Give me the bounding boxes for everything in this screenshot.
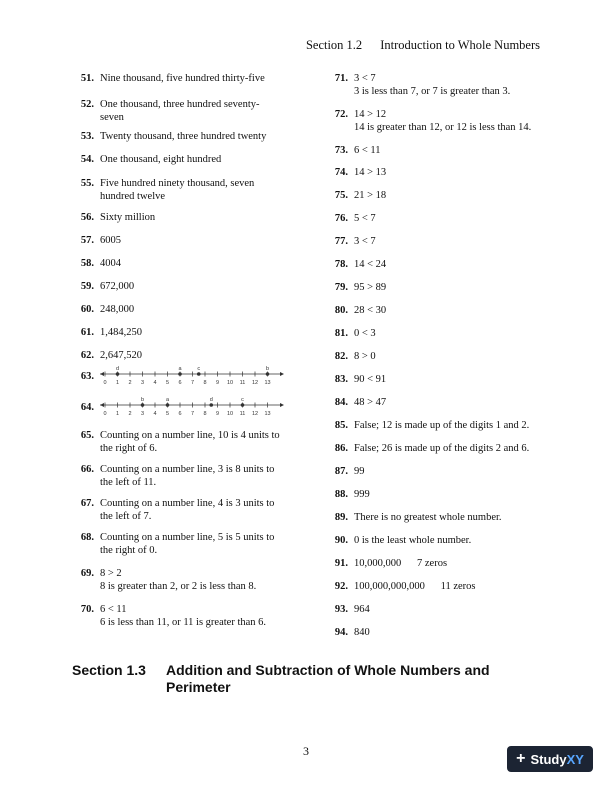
arrow-right-icon [280,372,284,376]
item-answer [100,326,142,339]
tick-label: 7 [190,380,195,386]
left-answer-item [76,98,260,124]
answer-line: 6 < 11 [354,145,381,156]
answer-line: 14 > 12 [354,109,387,120]
item-number: 59. [80,281,94,292]
right-answer-item [330,235,376,248]
item-answer [354,580,476,593]
answer-line: hundred twelve [100,191,166,202]
item-number: 90. [334,535,348,546]
item-answer [354,534,471,547]
answer-line: 2,647,520 [100,350,142,361]
item-answer [100,257,121,270]
left-answer-item [76,463,274,489]
answer-line: 99 [354,466,365,477]
left-answer-item [76,567,256,593]
point-b [266,372,270,376]
item-number: 64. [80,402,94,413]
item-answer [100,349,142,362]
answer-line: Sixty million [100,212,156,223]
item-answer [100,603,266,629]
answer-line: Counting on a number line, 5 is 5 units to [100,532,275,543]
point-d [116,372,120,376]
tick-label: 1 [115,411,120,417]
point-label: c [197,366,201,372]
point-a [178,372,182,376]
answer-line: 95 > 89 [354,282,387,293]
answer-line: 4004 [100,258,121,269]
answer-line: 21 > 18 [354,190,387,201]
right-answer-item [330,212,376,225]
item-number: 77. [334,236,348,247]
answer-line: 90 < 91 [354,374,387,385]
left-answer-item [76,72,265,85]
item-number: 76. [334,213,348,224]
right-answer-item [330,603,370,616]
arrow-left-icon [100,372,104,376]
answer-line: 10,000,000 7 zeros [354,558,448,569]
tick-label: 6 [178,380,182,386]
right-answer-item [330,465,365,478]
answer-line: 6 < 11 [100,604,127,615]
item-number: 81. [334,328,348,339]
left-answer-item [76,429,280,455]
right-answer-item [330,488,370,501]
answer-line: 14 < 24 [354,259,387,270]
answer-line: 8 is greater than 2, or 2 is less than 8. [100,581,257,592]
item-number: 73. [334,145,348,156]
answer-line: 6005 [100,235,121,246]
item-answer [100,303,134,316]
item-number: 92. [334,581,348,592]
item-number: 56. [80,212,94,223]
item-number: 61. [80,327,94,338]
item-answer [354,465,365,478]
tick-label: 13 [264,411,271,417]
tick-label: 0 [103,411,107,417]
left-answer-item [76,326,142,339]
brand-name: StudyXY [530,751,584,767]
item-number: 85. [334,420,348,431]
point-a [166,403,170,407]
item-number: 70. [80,604,94,615]
answer-line: 0 < 3 [354,328,376,339]
right-answer-item [330,534,471,547]
item-answer [354,212,376,225]
tick-label: 9 [215,380,220,386]
answer-line: seven [100,112,124,123]
item-answer [100,72,265,85]
item-number: 51. [80,73,94,84]
right-answer-item [330,144,381,157]
right-answer-item [330,442,529,455]
tick-label: 3 [140,380,145,386]
item-answer [100,567,256,593]
item-number: 93. [334,604,348,615]
header-title: Introduction to Whole Numbers [380,38,540,52]
item-number: 83. [334,374,348,385]
right-answer-item [330,189,386,202]
item-number: 66. [80,464,94,475]
tick-label: 10 [226,380,234,386]
answer-line: 14 is greater than 12, or 12 is less than 14. [354,122,532,133]
item-answer [354,304,386,317]
item-answer [100,497,274,523]
left-answer-item [76,211,155,224]
answer-line: 48 > 47 [354,397,387,408]
tick-label: 5 [165,411,170,417]
item-number: 87. [334,466,348,477]
item-answer [354,258,386,271]
answer-line: One thousand, three hundred seventy- [100,99,260,110]
answer-line: 8 > 0 [354,351,376,362]
item-number: 54. [80,154,94,165]
item-number: 58. [80,258,94,269]
left-answer-item [76,397,285,418]
tick-label: 11 [239,411,246,417]
studyxy-badge[interactable] [507,746,593,772]
item-number: 72. [334,109,348,120]
item-answer [354,396,386,409]
item-answer [100,211,155,224]
item-answer [354,350,376,363]
right-answer-item [330,350,376,363]
answer-line: 840 [354,627,370,638]
right-answer-item [330,419,529,432]
answer-line: 14 > 13 [354,167,387,178]
item-answer [354,189,386,202]
item-answer [354,557,447,570]
item-number: 80. [334,305,348,316]
tick-label: 3 [140,411,145,417]
item-number: 62. [80,350,94,361]
answer-line: Twenty thousand, three hundred twenty [100,131,267,142]
left-answer-item [76,153,221,166]
item-number: 68. [80,532,94,543]
right-answer-item [330,108,531,134]
item-number: 53. [80,131,94,142]
tick-label: 12 [251,411,259,417]
point-label: d [115,366,120,372]
page-number: 3 [303,744,309,758]
item-number: 78. [334,259,348,270]
item-number: 86. [334,443,348,454]
answer-line: 5 < 7 [354,213,376,224]
right-answer-item [330,166,386,179]
tick-label: 0 [103,380,107,386]
answer-line: the left of 11. [100,477,157,488]
item-number: 63. [80,371,94,382]
tick-label: 6 [178,411,182,417]
answer-line: False; 12 is made up of the digits 1 and 2. [354,420,530,431]
item-number: 79. [334,282,348,293]
item-answer [354,419,529,432]
item-number: 75. [334,190,348,201]
item-answer [100,153,221,166]
tick-label: 2 [128,411,132,417]
answer-line: Nine thousand, five hundred thirty-five [100,73,265,84]
item-number: 82. [334,351,348,362]
point-c [241,403,245,407]
right-answer-item [330,304,386,317]
item-number: 74. [334,167,348,178]
answer-line: 999 [354,489,370,500]
answer-line: 3 < 7 [354,73,376,84]
answer-line: False; 26 is made up of the digits 2 and 6. [354,443,530,454]
left-answer-item [76,257,121,270]
answer-line: the right of 6. [100,443,158,454]
item-number: 55. [80,178,94,189]
item-number: 88. [334,489,348,500]
left-answer-item [76,497,274,523]
answer-line: 248,000 [100,304,135,315]
point-label: c [241,397,244,403]
item-answer [100,429,280,455]
section-name: Addition and Subtraction of Whole Numbers and Perimeter [166,662,490,695]
answer-line: 0 is the least whole number. [354,535,472,546]
tick-label: 11 [239,380,246,386]
item-number: 57. [80,235,94,246]
answer-line: 672,000 [100,281,135,292]
answer-line: Counting on a number line, 10 is 4 units to [100,430,280,441]
item-answer [354,144,381,157]
right-answer-item [330,258,386,271]
left-answer-item [76,130,266,143]
answer-line: One thousand, eight hundred [100,154,222,165]
answer-line: Counting on a number line, 3 is 8 units to [100,464,275,475]
item-number: 52. [80,99,94,110]
left-answer-item [76,280,134,293]
left-answer-item [76,603,266,629]
answer-line: There is no greatest whole number. [354,512,502,523]
answer-line: 6 is less than 11, or 11 is greater than 6. [100,617,267,628]
tick-label: 1 [115,380,120,386]
item-answer [354,327,376,340]
item-answer [354,373,386,386]
item-answer [100,234,121,247]
tick-label: 10 [226,411,234,417]
right-answer-item [330,281,386,294]
right-answer-item [330,72,510,98]
item-number: 69. [80,568,94,579]
item-number: 67. [80,498,94,509]
tick-label: 9 [215,411,220,417]
tick-label: 4 [153,411,157,417]
answer-line: the left of 7. [100,511,152,522]
left-answer-item [76,234,121,247]
point-c [197,372,201,376]
right-answer-item [330,626,370,639]
answer-line: 100,000,000,000 11 zeros [354,581,476,592]
item-answer [354,72,510,98]
point-label: d [209,397,213,403]
tick-label: 8 [203,380,207,386]
item-number: 91. [334,558,348,569]
item-number: 60. [80,304,94,315]
item-answer [354,511,502,524]
item-answer [100,463,274,489]
left-answer-item [76,349,142,362]
item-answer [354,603,370,616]
item-answer [100,531,274,557]
item-answer [354,442,529,455]
tick-label: 7 [190,411,195,417]
item-answer [354,108,531,134]
answer-line: 3 is less than 7, or 7 is greater than 3. [354,86,511,97]
section-number: Section 1.3 [72,662,146,678]
left-answer-item [76,303,134,316]
item-answer [100,130,266,143]
number-line-1 [100,396,285,418]
number-line-figure [100,365,285,387]
item-number: 94. [334,627,348,638]
item-answer [100,280,134,293]
plus-icon: + [516,750,526,767]
arrow-left-icon [100,403,104,407]
answer-line: 964 [354,604,370,615]
arrow-right-icon [280,403,284,407]
item-answer [354,281,386,294]
item-number: 65. [80,430,94,441]
item-number: 89. [334,512,348,523]
right-answer-item [330,511,502,524]
tick-label: 8 [203,411,207,417]
point-d [209,403,213,407]
answer-line: Counting on a number line, 4 is 3 units to [100,498,275,509]
item-answer [100,177,254,203]
point-label: a [178,366,182,372]
running-header [306,38,540,53]
point-label: b [140,397,145,403]
point-label: a [165,397,170,403]
right-answer-item [330,557,447,570]
item-number: 71. [334,73,348,84]
tick-label: 13 [264,380,271,386]
answer-line: 8 > 2 [100,568,122,579]
item-answer [354,166,386,179]
tick-label: 5 [165,380,170,386]
answer-line: 3 < 7 [354,236,376,247]
answer-line: Five hundred ninety thousand, seven [100,178,255,189]
item-answer [100,98,260,124]
item-number: 84. [334,397,348,408]
number-line-figure [100,396,285,418]
tick-label: 4 [153,380,157,386]
left-answer-item [76,531,274,557]
tick-label: 12 [251,380,259,386]
right-answer-item [330,373,386,386]
right-answer-item [330,396,386,409]
left-answer-item [76,177,254,203]
right-answer-item [330,327,376,340]
point-b [141,403,145,407]
answer-line: 1,484,250 [100,327,142,338]
item-answer [354,235,376,248]
point-label: b [265,366,270,372]
right-answer-item [330,580,476,593]
left-answer-item [76,366,285,387]
tick-label: 2 [128,380,132,386]
number-line-0 [100,365,285,387]
item-answer [354,488,370,501]
answer-line: 28 < 30 [354,305,387,316]
header-section: Section 1.2 [305,38,363,52]
item-answer [354,626,370,639]
answer-line: the right of 0. [100,545,158,556]
